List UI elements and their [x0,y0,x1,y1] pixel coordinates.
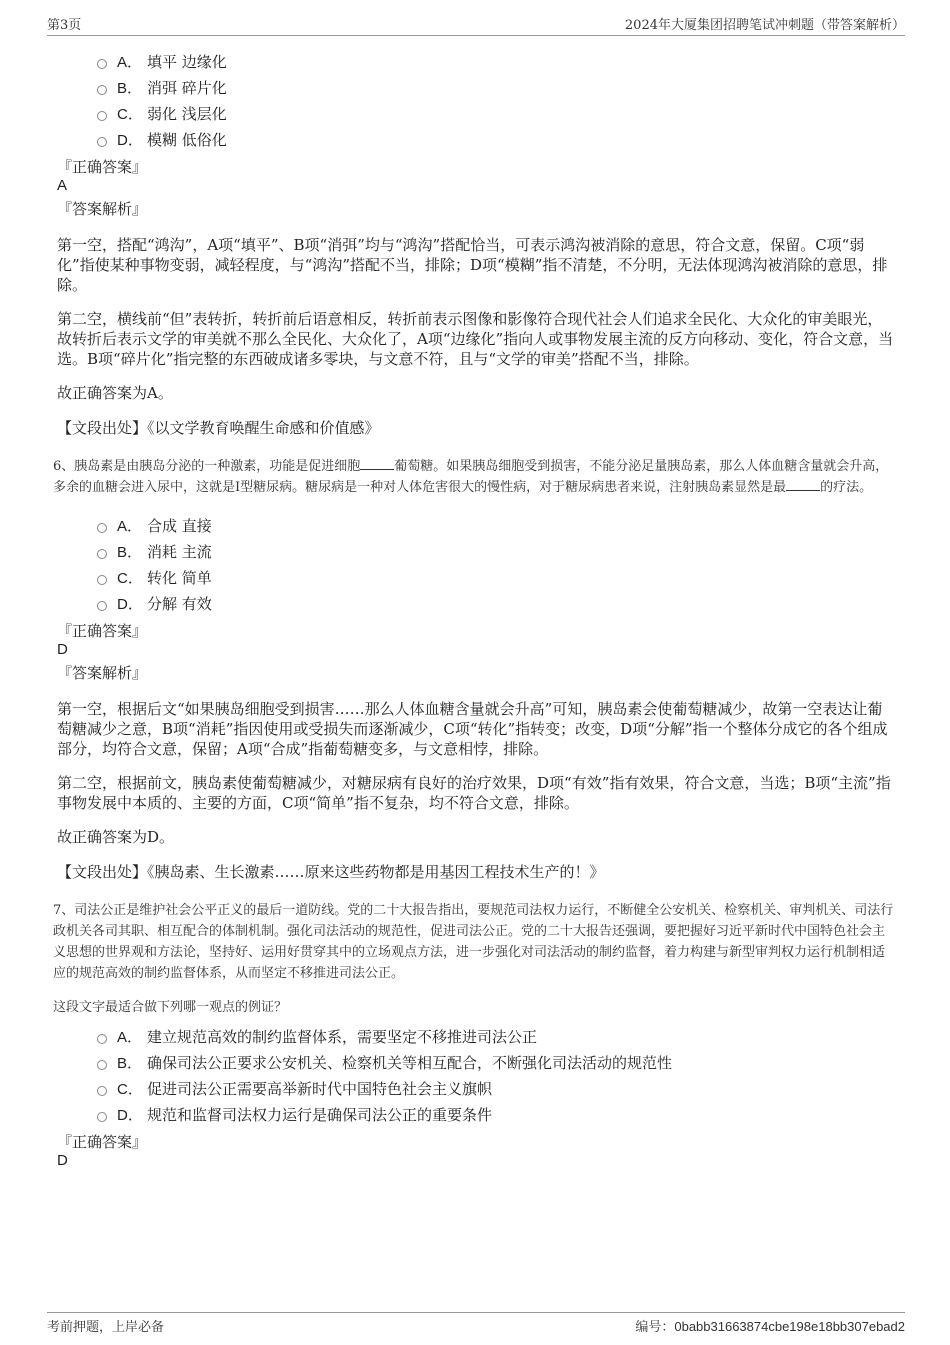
content [53,48,897,1169]
correct-answer-label: 『正确答案』 [57,158,148,176]
radio-icon[interactable] [97,1034,107,1044]
radio-icon[interactable] [97,549,107,559]
q6-options [57,512,897,616]
correct-answer-label: 『正确答案』 [57,1133,148,1151]
q5-options [57,48,897,152]
q7-option-a[interactable]: A． 建立规范高效的制约监督体系，需要坚定不移推进司法公正 [97,1023,897,1049]
q5-option-a[interactable]: A． 填平 边缘化 [97,48,897,74]
q6-option-a[interactable]: A． 合成 直接 [97,512,897,538]
footer-slogan: 考前押题，上岸必备 [47,1320,165,1335]
radio-icon[interactable] [97,137,107,147]
blank-line [360,457,394,470]
correct-answer: D [57,1152,68,1169]
radio-icon[interactable] [97,85,107,95]
blank-line [786,478,820,491]
radio-icon[interactable] [97,111,107,121]
radio-icon[interactable] [97,1060,107,1070]
analysis-paragraph: 第二空，横线前“但”表转折，转折前后语意相反，转折前表示图像和影像符合现代社会人们追求全民化、大众化的审美眼光，故转折后表示文学的审美就不那么全民化、大众化了，A项“边缘化”指向人或事物发展主流的反方向移动、变化，符合文意，当选。B项“碎片化”指完整的东西破成诸多零块，与文意不符，且与“文学的审美”搭配不当，排除。 [57,310,894,368]
question-6: 6、胰岛素是由胰岛分泌的一种激素，功能是促进细胞 葡萄糖。如果胰岛细胞受到损害，不能分泌足量胰岛素，那么人体血糖含量就会升高，多余的血糖会进入尿中，这就是I型糖尿病。糖尿病是一种对人体危害很大的慢性病，对于糖尿病患者来说，注射胰岛素显然是最 的疗法。 [53,459,889,495]
document-id: 编号：0babb31663874cbe198e18bb307ebad2 [635,1319,905,1335]
q5-option-d[interactable]: D． 模糊 低俗化 [97,126,897,152]
radio-icon[interactable] [97,1112,107,1122]
q6-option-d[interactable]: D． 分解 有效 [97,590,897,616]
document-title: 2024年大厦集团招聘笔试冲刺题（带答案解析） [624,18,905,33]
analysis-paragraph: 第一空，搭配“鸿沟”，A项“填平”、B项“消弭”均与“鸿沟”搭配恰当，可表示鸿沟被消除的意思，符合文意，保留。C项“弱化”指使某种事物变弱，减轻程度，与“鸿沟”搭配不当，排除；D项“模糊”指不清楚，不分明，无法体现鸿沟被消除的意思，排除。 [57,236,888,294]
q6-option-b[interactable]: B． 消耗 主流 [97,538,897,564]
analysis-label: 『答案解析』 [57,664,148,682]
question-prompt: 这段文字最适合做下列哪一观点的例证？ [53,1000,288,1015]
radio-icon[interactable] [97,601,107,611]
q7-options [57,1023,897,1127]
correct-answer: D [57,641,68,658]
source-citation: 【文段出处】《以文学教育唤醒生命感和价值感》 [57,419,380,437]
q7-option-c[interactable]: C． 促进司法公正需要高举新时代中国特色社会主义旗帜 [97,1075,897,1101]
correct-answer: A [57,177,68,194]
analysis-label: 『答案解析』 [57,200,148,218]
q5-option-c[interactable]: C． 弱化 浅层化 [97,100,897,126]
analysis-paragraph: 第二空，根据前文，胰岛素使葡萄糖减少，对糖尿病有良好的治疗效果，D项“有效”指有效果，符合文意，当选；B项“主流”指事物发展中本质的、主要的方面，C项“简单”指不复杂，均不符合文意，排除。 [57,774,891,812]
radio-icon[interactable] [97,59,107,69]
correct-answer-label: 『正确答案』 [57,622,148,640]
analysis-paragraph: 第一空，根据后文“如果胰岛细胞受到损害……那么人体血糖含量就会升高”可知，胰岛素会使葡萄糖减少，故第一空表达让葡萄糖减少之意，B项“消耗”指因使用或受损失而逐渐减少，C项“转化”指转变；改变，D项“分解”指一个整体分成它的各个组成部分，均符合文意，保留；A项“合成”指葡萄糖变多，与文意相悖，排除。 [57,700,888,758]
page-header [47,14,905,36]
radio-icon[interactable] [97,575,107,585]
source-citation: 【文段出处】《胰岛素、生长激素……原来这些药物都是用基因工程技术生产的！》 [57,863,605,881]
conclusion: 故正确答案为A。 [57,384,173,402]
conclusion: 故正确答案为D。 [57,828,175,846]
question-7: 7、司法公正是维护社会公平正义的最后一道防线。党的二十大报告指出，要规范司法权力运行，不断健全公安机关、检察机关、审判机关、司法行政机关各司其职、相互配合的体制机制。强化司法活动的规范性，促进司法公正。党的二十大报告还强调，要把握好习近平新时代中国特色社会主义思想的世界观和方法论，坚持好、运用好贯穿其中的立场观点方法，进一步强化对司法活动的制约监督，着力构建与新型审判权力运行机制相适应的规范高效的制约监督体系，从而坚定不移推进司法公正。 [53,903,894,981]
q5-option-b[interactable]: B． 消弭 碎片化 [97,74,897,100]
page-footer [47,1312,905,1335]
q7-option-d[interactable]: D． 规范和监督司法权力运行是确保司法公正的重要条件 [97,1101,897,1127]
q7-option-b[interactable]: B． 确保司法公正要求公安机关、检察机关等相互配合，不断强化司法活动的规范性 [97,1049,897,1075]
page-number: 第3页 [47,18,82,33]
q6-option-c[interactable]: C． 转化 简单 [97,564,897,590]
radio-icon[interactable] [97,523,107,533]
radio-icon[interactable] [97,1086,107,1096]
